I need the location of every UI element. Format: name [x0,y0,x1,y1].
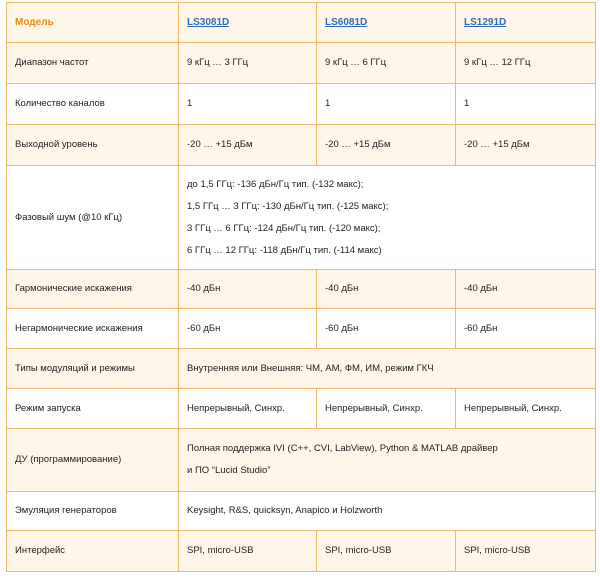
remote-line: Полная поддержка IVI (C++, CVI, LabView), Python & MATLAB драйвер [187,443,498,454]
cell-value: -60 дБн [179,309,317,349]
cell-value: 1 [179,84,317,125]
cell-value: -40 дБн [456,270,596,309]
model-link-ls1291d[interactable]: LS1291D [464,16,507,28]
row-interface [7,531,596,572]
phase-noise-cell [179,166,596,270]
phase-noise-line: 3 ГГц … 6 ГГц: -124 дБн/Гц тип. (-120 макс); [187,222,381,234]
row-label: ДУ (программирование) [7,429,179,492]
cell-value: 9 кГц … 6 ГГц [317,43,456,84]
emulation-cell: Keysight, R&S, quicksyn, Anapico и Holzworth [179,492,596,531]
modulation-cell: Внутренняя или Внешняя: ЧМ, АМ, ФМ, ИМ, режим ГКЧ [179,349,596,389]
cell-value: -20 … +15 дБм [179,125,317,166]
phase-noise-line: 1,5 ГГц … 3 ГГц: -130 дБн/Гц тип. (-125 макс); [187,200,389,212]
row-label: Режим запуска [7,389,179,429]
cell-value: Непрерывный, Синхр. [179,389,317,429]
row-label: Фазовый шум (@10 кГц) [7,166,179,270]
row-label: Количество каналов [7,84,179,125]
remote-control-cell [179,429,596,492]
row-label: Диапазон частот [7,43,179,84]
remote-line: и ПО “Lucid Studio” [187,465,271,476]
row-label: Негармонические искажения [7,309,179,349]
model-link-ls6081d[interactable]: LS6081D [325,16,368,28]
cell-value: SPI, micro-USB [179,531,317,572]
cell-value: SPI, micro-USB [317,531,456,572]
spec-table [6,2,596,572]
cell-value: 1 [317,84,456,125]
row-modulation [7,349,596,389]
header-label: Модель [7,3,179,43]
row-label: Выходной уровень [7,125,179,166]
phase-noise-line: 6 ГГц … 12 ГГц: -118 дБн/Гц тип. (-114 макс) [187,244,382,256]
cell-value: -40 дБн [317,270,456,309]
cell-value: -20 … +15 дБм [317,125,456,166]
row-output-level [7,125,596,166]
row-label: Типы модуляций и режимы [7,349,179,389]
phase-noise-line: до 1,5 ГГц: -136 дБн/Гц тип. (-132 макс); [187,178,364,190]
cell-value: -60 дБн [456,309,596,349]
cell-value: Непрерывный, Синхр. [456,389,596,429]
cell-value: SPI, micro-USB [456,531,596,572]
cell-value: 9 кГц … 3 ГГц [179,43,317,84]
row-channels [7,84,596,125]
row-remote-control [7,429,596,492]
cell-value: 9 кГц … 12 ГГц [456,43,596,84]
cell-value: -40 дБн [179,270,317,309]
cell-value: 1 [456,84,596,125]
model-link-ls3081d[interactable]: LS3081D [187,16,230,28]
row-harmonic-distortion [7,270,596,309]
row-frequency-range [7,43,596,84]
cell-value: Непрерывный, Синхр. [317,389,456,429]
header-row [7,3,596,43]
row-label: Эмуляция генераторов [7,492,179,531]
row-nonharmonic-distortion [7,309,596,349]
row-label: Интерфейс [7,531,179,572]
row-emulation [7,492,596,531]
cell-value: -20 … +15 дБм [456,125,596,166]
row-phase-noise [7,166,596,270]
row-trigger-mode [7,389,596,429]
cell-value: -60 дБн [317,309,456,349]
row-label: Гармонические искажения [7,270,179,309]
